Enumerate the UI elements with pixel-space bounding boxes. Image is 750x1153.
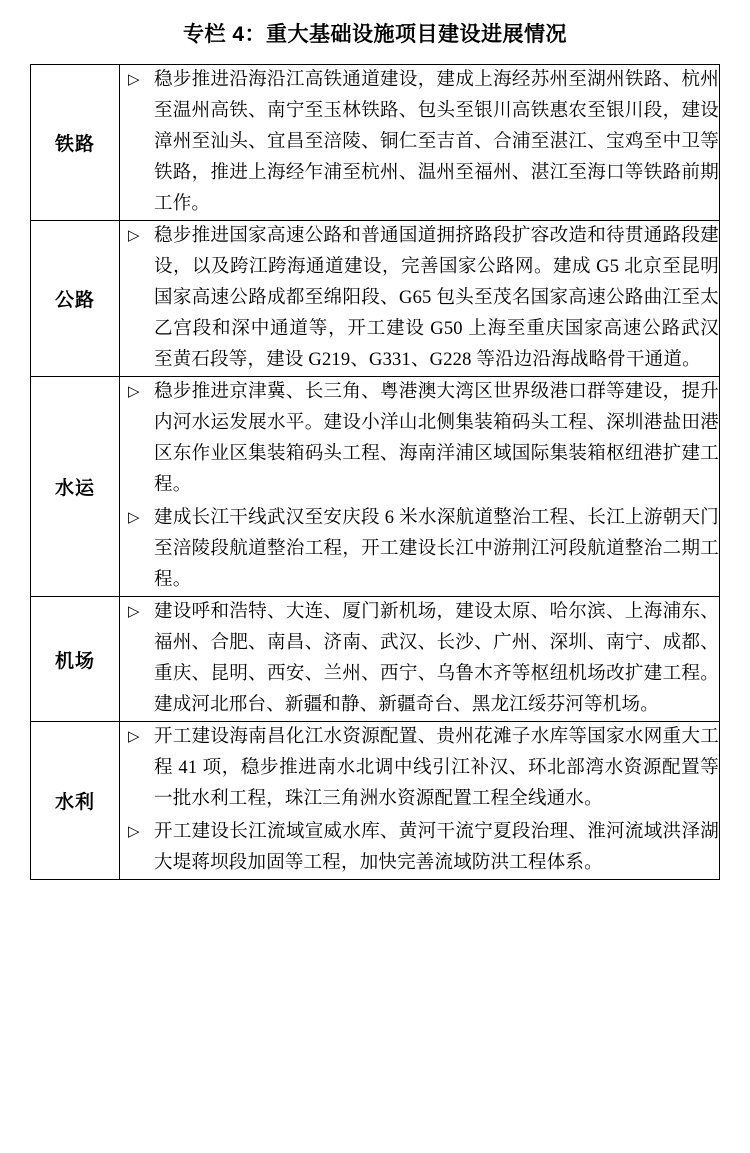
table-row bbox=[31, 722, 720, 880]
triangle-bullet-icon: ▷ bbox=[128, 510, 140, 526]
list-item-text: 开工建设长江流域宣威水库、黄河干流宁夏段治理、淮河流域洪泽湖大堤蒋坝段加固等工程，加快完善流域防洪工程体系。 bbox=[154, 822, 719, 873]
list-item-text: 稳步推进沿海沿江高铁通道建设，建成上海经苏州至湖州铁路、杭州至温州高铁、南宁至玉林铁路、包头至银川高铁惠农至银川段，建设漳州至汕头、宜昌至涪陵、铜仁至吉首、合浦至湛江、宝鸡至中卫等铁路，推进上海经乍浦至杭州、温州至福州、湛江至海口等铁路前期工作。 bbox=[154, 70, 719, 214]
list-item bbox=[120, 597, 719, 721]
table-row bbox=[31, 377, 720, 597]
row-content-railway bbox=[120, 65, 720, 221]
row-content-highway bbox=[120, 221, 720, 377]
list-item-text: 建成长江干线武汉至安庆段 6 米水深航道整治工程、长江上游朝天门至涪陵段航道整治工程，开工建设长江中游荆江河段航道整治二期工程。 bbox=[154, 508, 719, 590]
triangle-bullet-icon: ▷ bbox=[128, 604, 140, 620]
triangle-bullet-icon: ▷ bbox=[128, 228, 140, 244]
row-category-airport: 机场 bbox=[31, 597, 120, 722]
list-item bbox=[120, 377, 719, 501]
infrastructure-table bbox=[30, 64, 720, 880]
list-item-text: 稳步推进国家高速公路和普通国道拥挤路段扩容改造和待贯通路段建设，以及跨江跨海通道建设，完善国家公路网。建成 G5 北京至昆明国家高速公路成都至绵阳段、G65 包头至茂名国家高速公路曲江至太乙宫段和深中通道等，开工建设 G50 上海至重庆国家高速公路武汉至黄石段等，建设 G219、G331、G228 等沿边沿海战略骨干通道。 bbox=[154, 226, 719, 370]
list-item bbox=[120, 503, 719, 596]
table-row bbox=[31, 221, 720, 377]
triangle-bullet-icon: ▷ bbox=[128, 384, 140, 400]
list-item bbox=[120, 65, 719, 220]
list-item-text: 建设呼和浩特、大连、厦门新机场，建设太原、哈尔滨、上海浦东、福州、合肥、南昌、济南、武汉、长沙、广州、深圳、南宁、成都、重庆、昆明、西安、兰州、西宁、乌鲁木齐等枢纽机场改扩建工程。建成河北邢台、新疆和静、新疆奇台、黑龙江绥芬河等机场。 bbox=[154, 602, 719, 715]
table-row bbox=[31, 65, 720, 221]
triangle-bullet-icon: ▷ bbox=[128, 72, 140, 88]
row-category-highway: 公路 bbox=[31, 221, 120, 377]
table-row bbox=[31, 597, 720, 722]
list-item-text: 稳步推进京津冀、长三角、粤港澳大湾区世界级港口群等建设，提升内河水运发展水平。建设小洋山北侧集装箱码头工程、深圳港盐田港区东作业区集装箱码头工程、海南洋浦区域国际集装箱枢纽港扩建工程。 bbox=[154, 382, 719, 495]
triangle-bullet-icon: ▷ bbox=[128, 824, 140, 840]
list-item-text: 开工建设海南昌化江水资源配置、贵州花滩子水库等国家水网重大工程 41 项，稳步推进南水北调中线引江补汉、环北部湾水资源配置等一批水利工程，珠江三角洲水资源配置工程全线通水。 bbox=[154, 727, 719, 809]
row-category-railway: 铁路 bbox=[31, 65, 120, 221]
list-item bbox=[120, 221, 719, 376]
triangle-bullet-icon: ▷ bbox=[128, 729, 140, 745]
row-category-water-conservancy: 水利 bbox=[31, 722, 120, 880]
row-category-waterway: 水运 bbox=[31, 377, 120, 597]
row-content-waterway bbox=[120, 377, 720, 597]
list-item bbox=[120, 817, 719, 879]
row-content-water-conservancy bbox=[120, 722, 720, 880]
page-title: 专栏 4：重大基础设施项目建设进展情况 bbox=[182, 23, 567, 46]
list-item bbox=[120, 722, 719, 815]
row-content-airport bbox=[120, 597, 720, 722]
table-body bbox=[31, 65, 720, 880]
